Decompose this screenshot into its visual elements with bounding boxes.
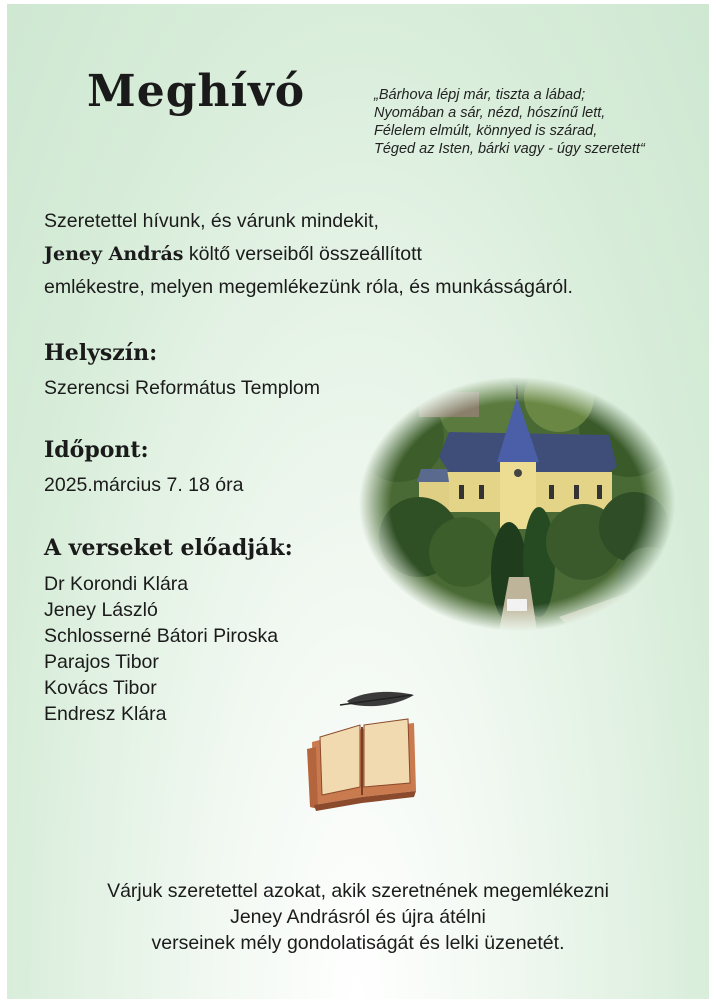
intro-line: emlékestre, melyen megemlékezünk róla, és munkásságáról. xyxy=(44,276,573,298)
open-book-with-quill-icon xyxy=(302,687,422,812)
intro-line: Szeretettel hívunk, és várunk mindekit, xyxy=(44,210,379,232)
location-heading: Helyszín: xyxy=(44,340,158,366)
intro-line xyxy=(44,238,704,271)
quote-line: „Bárhova lépj már, tiszta a lábad; xyxy=(374,87,586,103)
closing-line: Várjuk szeretettel azokat, akik szeretnének megemlékezni xyxy=(107,880,609,902)
invitation-page xyxy=(7,4,709,999)
quote-line: Félelem elmúlt, könnyed is szárad, xyxy=(374,123,598,139)
performers-heading: A verseket előadják: xyxy=(44,535,293,561)
poem-quote xyxy=(374,86,704,158)
performer-name: Dr Korondi Klára xyxy=(44,573,189,595)
page-title: Meghívó xyxy=(87,66,306,117)
performer-name: Endresz Klára xyxy=(44,703,167,725)
performer-name: Kovács Tibor xyxy=(44,677,157,699)
quote-line: Nyomában a sár, nézd, hószínű lett, xyxy=(374,105,606,121)
closing-line: Jeney Andrásról és újra átélni xyxy=(230,906,486,928)
performer-name: Schlosserné Bátori Piroska xyxy=(44,625,279,647)
intro-text xyxy=(44,205,704,304)
closing-text xyxy=(7,878,709,956)
performer-name: Parajos Tibor xyxy=(44,651,159,673)
closing-line: verseinek mély gondolatiságát és lelki üzenetét. xyxy=(151,932,565,954)
quote-line: Téged az Isten, bárki vagy - úgy szeretett“ xyxy=(374,141,645,157)
performer-name: Jeney László xyxy=(44,599,158,621)
location-value: Szerencsi Református Templom xyxy=(44,377,320,399)
church-photo xyxy=(359,377,675,631)
time-value: 2025.március 7. 18 óra xyxy=(44,474,244,496)
poet-name: Jeney András xyxy=(44,243,184,265)
intro-line-rest: költő verseiből összeállított xyxy=(183,243,422,265)
performers-list xyxy=(44,571,278,727)
time-heading: Időpont: xyxy=(44,437,149,463)
